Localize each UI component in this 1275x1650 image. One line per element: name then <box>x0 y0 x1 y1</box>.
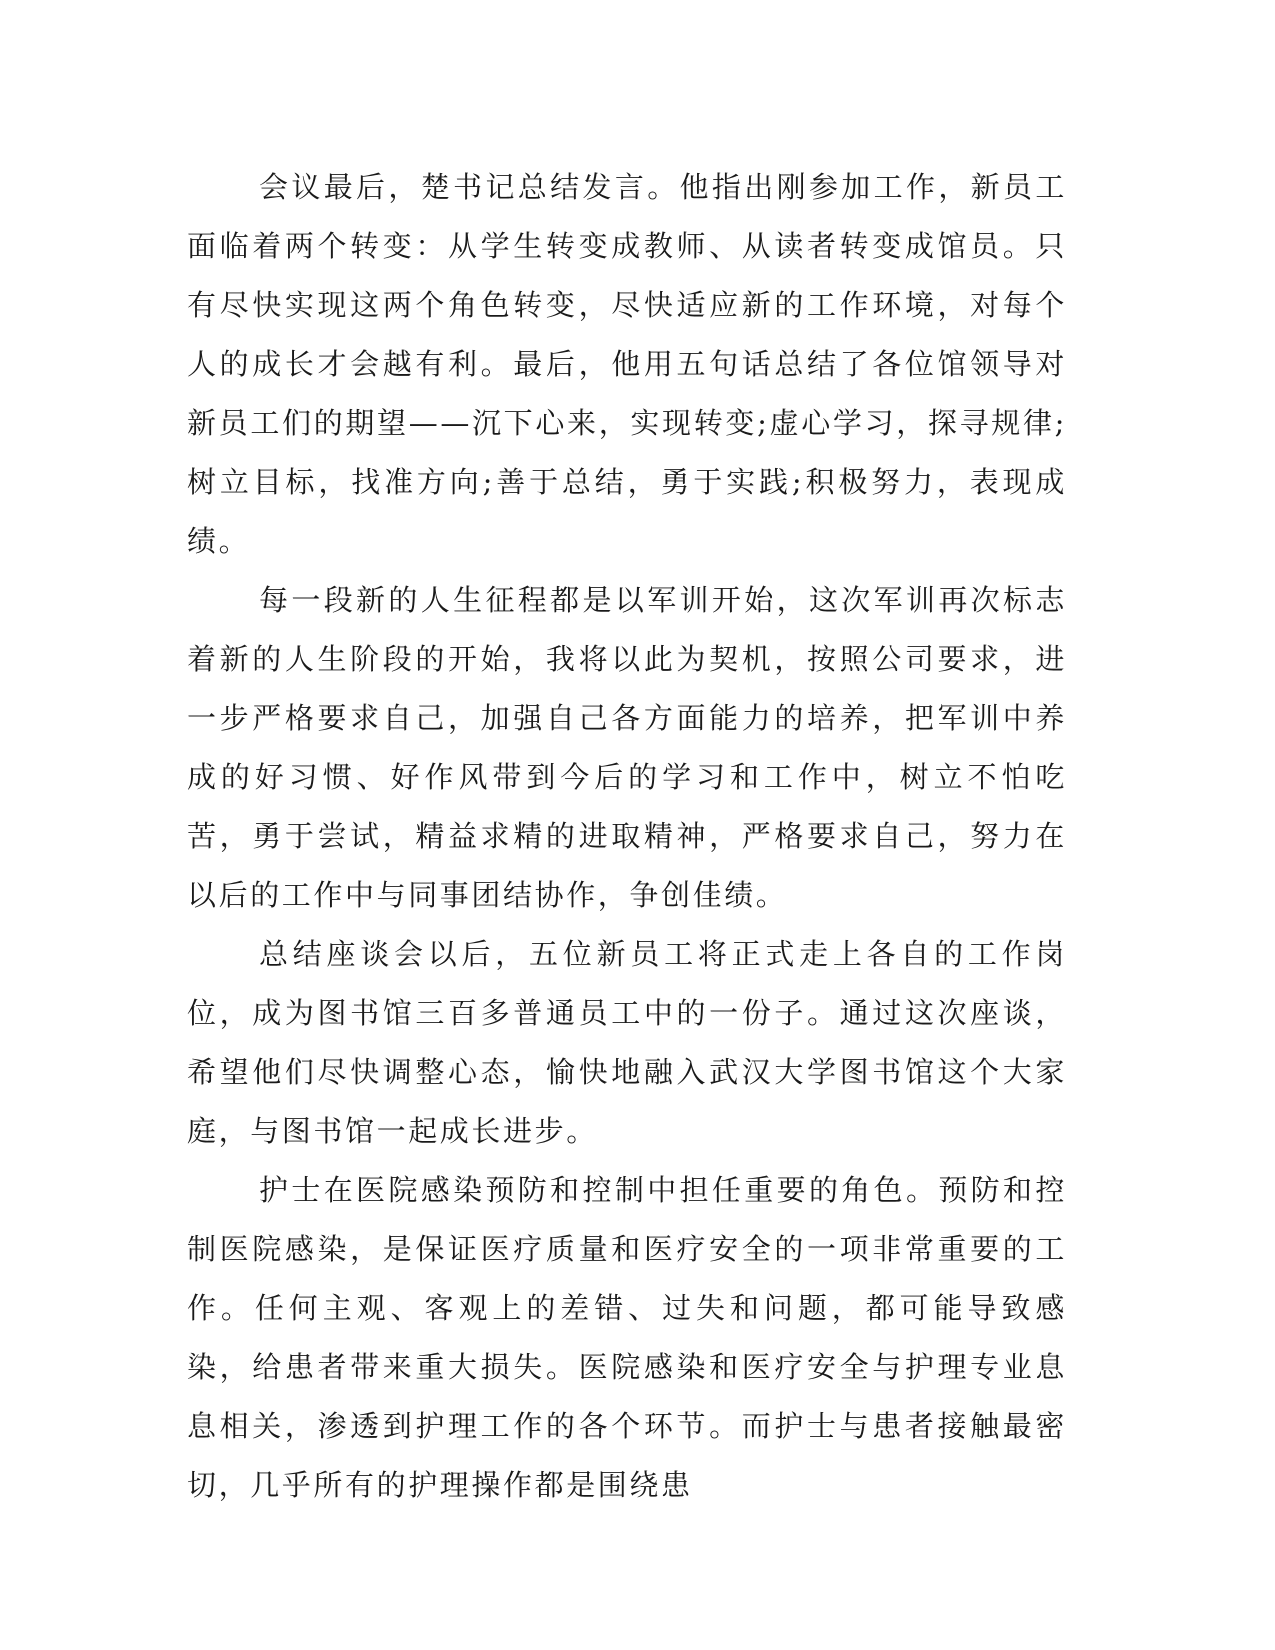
paragraph-military-training: 每一段新的人生征程都是以军训开始，这次军训再次标志着新的人生阶段的开始，我将以此为契机，按照公司要求，进一步严格要求自己，加强自己各方面能力的培养，把军训中养成的好习惯、好作风带到今后的学习和工作中，树立不怕吃苦，勇于尝试，精益求精的进取精神，严格要求自己，努力在以后的工作中与同事团结协作，争创佳绩。 <box>187 583 1067 912</box>
paragraph-new-staff-seminar: 总结座谈会以后，五位新员工将正式走上各自的工作岗位，成为图书馆三百多普通员工中的一份子。通过这次座谈，希望他们尽快调整心态，愉快地融入武汉大学图书馆这个大家庭，与图书馆一起成长进步。 <box>187 937 1067 1148</box>
paragraph-meeting-summary: 会议最后，楚书记总结发言。他指出刚参加工作，新员工面临着两个转变：从学生转变成教师、从读者转变成馆员。只有尽快实现这两个角色转变，尽快适应新的工作环境，对每个人的成长才会越有利。最后，他用五句话总结了各位馆领导对新员工们的期望——沉下心来，实现转变;虚心学习，探寻规律;树立目标，找准方向;善于总结，勇于实践;积极努力，表现成绩。 <box>187 170 1067 558</box>
document-body <box>187 158 1067 1515</box>
paragraph-nurse-infection-control: 护士在医院感染预防和控制中担任重要的角色。预防和控制医院感染，是保证医疗质量和医疗安全的一项非常重要的工作。任何主观、客观上的差错、过失和问题，都可能导致感染，给患者带来重大损失。医院感染和医疗安全与护理专业息息相关，渗透到护理工作的各个环节。而护士与患者接触最密切，几乎所有的护理操作都是围绕患 <box>187 1173 1067 1502</box>
